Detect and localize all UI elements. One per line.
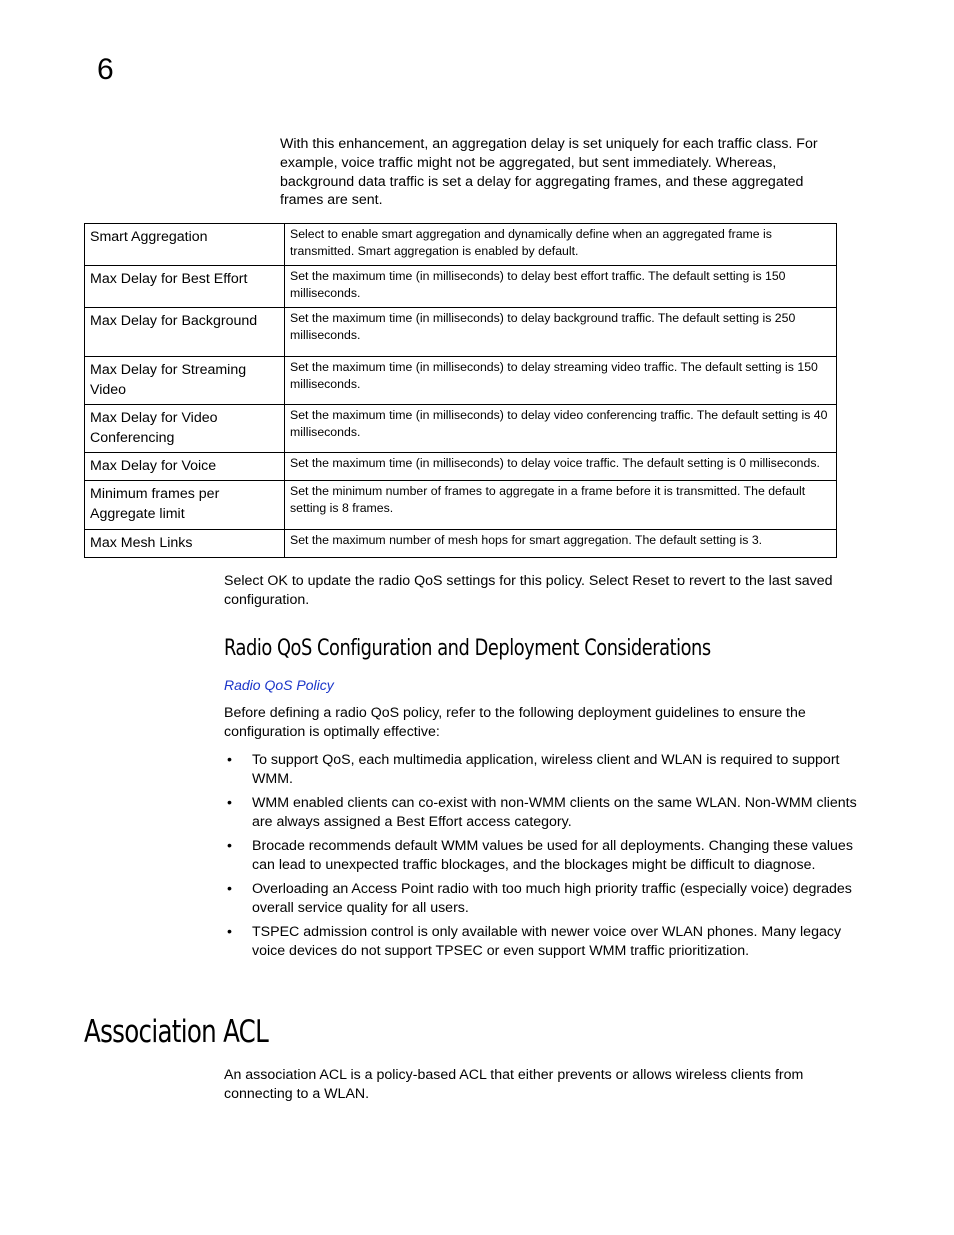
parameter-name: Max Mesh Links — [85, 530, 285, 558]
select-instructions — [224, 572, 864, 610]
parameter-description: Set the maximum number of mesh hops for smart aggregation. The default setting is 3. — [285, 530, 837, 558]
table-row — [85, 481, 837, 530]
table-row — [85, 266, 837, 308]
bullet-icon: • — [227, 795, 232, 812]
list-item — [224, 794, 874, 832]
parameter-name: Max Delay for Video Conferencing — [85, 405, 285, 453]
reset-label: Reset — [632, 573, 670, 589]
chapter-number: 6 — [97, 53, 114, 86]
parameter-description: Select to enable smart aggregation and dynamically define when an aggregated frame is transmitted. Smart aggregation is enabled by default. — [285, 224, 837, 266]
table-row — [85, 224, 837, 266]
parameter-name: Max Delay for Streaming Video — [85, 357, 285, 405]
table-row — [85, 308, 837, 357]
association-acl-heading: Association ACL — [84, 1014, 269, 1050]
parameter-description: Set the minimum number of frames to aggregate in a frame before it is transmitted. The default setting is 8 frames. — [285, 481, 837, 530]
parameter-description: Set the maximum time (in milliseconds) to delay best effort traffic. The default setting is 150 milliseconds. — [285, 266, 837, 308]
parameter-description: Set the maximum time (in milliseconds) to delay background traffic. The default setting is 250 milliseconds. — [285, 308, 837, 357]
table-row — [85, 357, 837, 405]
guidelines-intro: Before defining a radio QoS policy, refer to the following deployment guidelines to ensure the configuration is optimally effective: — [224, 705, 806, 740]
select-text-part: to revert to the last saved configuration. — [224, 573, 833, 608]
list-item-text: Brocade recommends default WMM values be used for all deployments. Changing these values can lead to unexpected traffic blockages, and the blockages might be difficult to diagnose. — [252, 838, 853, 873]
ok-label: OK — [267, 573, 288, 589]
select-text-part: to update the radio QoS settings for this policy. Select — [287, 573, 633, 589]
select-text-part: Select — [224, 573, 268, 589]
list-item — [224, 880, 874, 918]
bullet-icon: • — [227, 752, 232, 768]
table-row — [85, 405, 837, 453]
bullet-icon: • — [227, 838, 232, 855]
section-heading: Radio QoS Configuration and Deployment Considerations — [224, 636, 711, 661]
parameter-description: Set the maximum time (in milliseconds) to delay streaming video traffic. The default setting is 150 milliseconds. — [285, 357, 837, 405]
parameter-description: Set the maximum time (in milliseconds) to delay voice traffic. The default setting is 0 milliseconds. — [285, 453, 837, 481]
table-row — [85, 530, 837, 558]
list-item-text: TSPEC admission control is only available with newer voice over WLAN phones. Many legacy voice devices do not support TPSEC or even support WMM traffic prioritization. — [252, 924, 842, 960]
list-item — [224, 837, 874, 875]
bullet-icon: • — [227, 924, 232, 941]
list-item-text: WMM enabled clients can co-exist with non-WMM clients on the same WLAN. Non-WMM clients are always assigned a Best Effort access category. — [252, 795, 857, 830]
parameter-name: Minimum frames per Aggregate limit — [85, 481, 285, 530]
list-item-text: Overloading an Access Point radio with too much high priority traffic (especially voice) degrades overall service quality for all users. — [252, 881, 852, 917]
parameter-name: Max Delay for Background — [85, 308, 285, 357]
parameter-name: Max Delay for Best Effort — [85, 266, 285, 308]
list-item — [224, 751, 874, 789]
table-row — [85, 453, 837, 481]
parameters-table — [84, 223, 837, 558]
list-item-text: To support QoS, each multimedia application, wireless client and WLAN is required to support WMM. — [252, 752, 840, 787]
radio-qos-policy-link[interactable]: Radio QoS Policy — [224, 677, 334, 693]
parameter-name: Max Delay for Voice — [85, 453, 285, 481]
association-acl-paragraph: An association ACL is a policy-based ACL that either prevents or allows wireless clients from connecting to a WLAN. — [224, 1067, 804, 1102]
guidelines-list — [224, 751, 874, 966]
parameter-name: Smart Aggregation — [85, 224, 285, 266]
parameter-description: Set the maximum time (in milliseconds) to delay video conferencing traffic. The default setting is 40 milliseconds. — [285, 405, 837, 453]
intro-paragraph: With this enhancement, an aggregation delay is set uniquely for each traffic class. For example, voice traffic might not be aggregated, but sent immediately. Whereas, background data traffic is set a delay for aggregating frames, and these aggregated frames are sent. — [280, 136, 818, 209]
list-item — [224, 923, 874, 961]
bullet-icon: • — [227, 881, 232, 898]
